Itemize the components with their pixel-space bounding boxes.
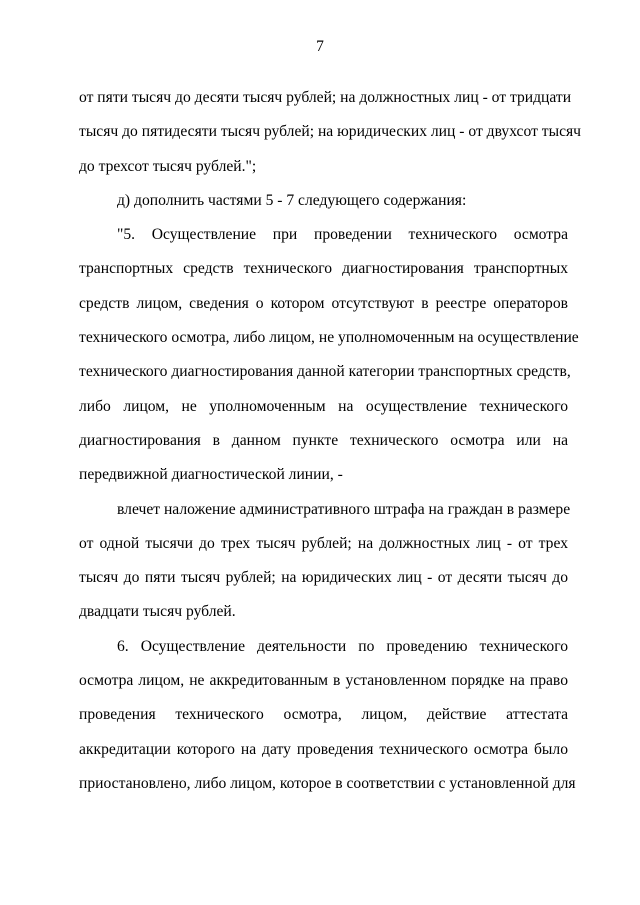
text-line: до трехсот тысяч рублей."; xyxy=(79,157,257,175)
text-line: "5. Осуществление при проведении технического осмотра xyxy=(117,226,568,244)
text-line: приостановлено, либо лицом, которое в соответствии с установленной для xyxy=(79,774,576,792)
text-line: 6. Осуществление деятельности по проведению технического xyxy=(117,637,568,655)
text-line: технического диагностирования данной категории транспортных средств, xyxy=(79,363,571,381)
text-line: либо лицом, не уполномоченным на осуществление технического xyxy=(79,397,568,415)
text-line: средств лицом, сведения о котором отсутствуют в реестре операторов xyxy=(79,294,568,312)
text-line: от пяти тысяч до десяти тысяч рублей; на должностных лиц - от тридцати xyxy=(79,89,572,106)
text-line: двадцати тысяч рублей. xyxy=(79,603,236,621)
text-line: тысяч до пятидесяти тысяч рублей; на юридических лиц - от двухсот тысяч xyxy=(79,123,582,141)
text-line: технического осмотра, либо лицом, не уполномоченным на осуществление xyxy=(79,329,579,347)
page-number: 7 xyxy=(316,38,324,55)
text-line: влечет наложение административного штрафа на граждан в размере xyxy=(117,500,571,518)
text-line: тысяч до пяти тысяч рублей; на юридических лиц - от десяти тысяч до xyxy=(79,569,568,587)
text-line: проведения технического осмотра, лицом, действие аттестата xyxy=(79,706,568,724)
text-line: от одной тысячи до трех тысяч рублей; на должностных лиц - от трех xyxy=(79,534,568,552)
text-line: транспортных средств технического диагностирования транспортных xyxy=(79,260,568,278)
text-line: д) дополнить частями 5 - 7 следующего содержания: xyxy=(117,191,467,209)
document-body xyxy=(79,88,582,808)
text-line: осмотра лицом, не аккредитованным в установленном порядке на право xyxy=(79,672,568,690)
text-line: передвижной диагностической линии, - xyxy=(79,466,343,484)
text-line: аккредитации которого на дату проведения технического осмотра было xyxy=(79,740,568,758)
text-line: диагностирования в данном пункте технического осмотра или на xyxy=(79,431,568,449)
